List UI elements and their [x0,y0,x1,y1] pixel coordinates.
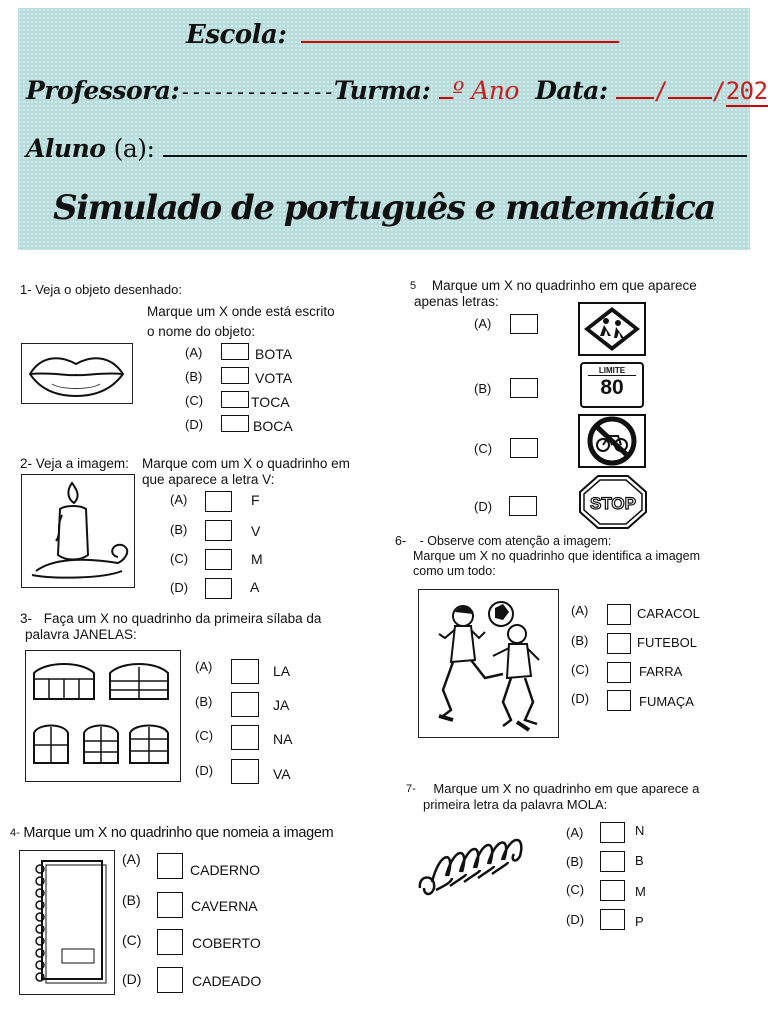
q2-instruction: Marque com um X o quadrinho em que aparece a letra V: [142,456,350,487]
speed-limit-sign-value: 80 [600,376,624,399]
school-label: Escola: [186,20,287,50]
date-label: Data: [535,76,608,105]
q5-option-d-checkbox[interactable] [509,496,537,516]
stop-sign-icon [578,474,648,530]
q7-option-d-checkbox[interactable] [600,909,625,930]
q3-option-c-checkbox[interactable] [231,725,259,750]
windows-icon [26,651,179,780]
q1-option-c-checkbox[interactable] [221,391,249,408]
no-bicycles-sign-icon [578,414,646,468]
class-label: Turma: [333,76,431,105]
q6-option-b-checkbox[interactable] [607,633,631,654]
q1-option-b-checkbox[interactable] [221,367,249,384]
q7-option-a-checkbox[interactable] [600,822,625,843]
student-label-suffix: (a): [113,134,155,163]
q3-number: 3- [20,611,33,626]
school-blank[interactable] [301,41,619,43]
q4-option-a-checkbox[interactable] [157,853,183,879]
q2-option-d-checkbox[interactable] [205,578,232,599]
q1-prompt: 1- Veja o objeto desenhado: [20,282,182,297]
q6-option-c-checkbox[interactable] [607,662,631,683]
q4-option-d-checkbox[interactable] [157,967,183,993]
q4-image [19,850,115,995]
date-year[interactable]: 202 [725,77,768,105]
q3-option-a-checkbox[interactable] [231,659,259,684]
speed-limit-sign-title: LIMITE [588,366,636,376]
q3-prompt: 3- Faça um X no quadrinho da primeira sílaba da palavra JANELAS: [20,611,322,642]
q7-option-c-checkbox[interactable] [600,880,625,901]
q3-option-d-checkbox[interactable] [231,759,259,784]
q1-option-d-checkbox[interactable] [221,415,249,432]
date-month-blank[interactable] [668,97,712,99]
speed-limit-sign-icon [580,362,644,408]
soccer-players-icon [419,590,557,736]
student-blank[interactable] [163,155,747,157]
q2-option-a-checkbox[interactable] [205,491,232,512]
q3-option-b-checkbox[interactable] [231,692,259,717]
exam-title: Simulado de português e matemática [53,188,715,228]
q4-option-b-checkbox[interactable] [157,892,183,918]
q1-instruction: Marque um X onde está escrito o nome do objeto: [147,304,335,339]
spring-icon [416,830,532,902]
q1-number: 1- [20,282,32,297]
q4-option-c-checkbox[interactable] [157,929,183,955]
stop-sign-text: STOP [590,494,636,513]
grade-year: º Ano [452,76,519,105]
q4-prompt: $^{4-}$ Marque um X no quadrinho que nomeia a imagem [10,825,334,841]
q5-option-a-checkbox[interactable] [510,314,538,334]
teacher-label: Professora: [26,76,180,105]
q2-option-b-checkbox[interactable] [205,520,232,541]
school-line [186,20,619,50]
teacher-line: Professora:--------------Turma: º Ano Data: / /202 [26,76,768,105]
q2-image [21,474,135,588]
q5-prompt: $^5$ Marque um X no quadrinho em que aparece apenas letras: [410,278,697,309]
date-day-blank[interactable] [616,97,654,99]
student-line [26,134,747,163]
q1-image [21,343,133,404]
teacher-dashes: -------------- [179,80,334,104]
q7-prompt: $^{7-}$ Marque um X no quadrinho em que aparece a primeira letra da palavra MOLA: [406,781,700,812]
q2-prompt: 2- Veja a imagem: [20,456,129,471]
student-label: Aluno [26,134,106,163]
q1-option-a-checkbox[interactable] [221,343,249,360]
q7-option-b-checkbox[interactable] [600,851,625,872]
class-blank[interactable] [439,97,453,99]
q3-image [25,650,181,782]
q6-option-a-checkbox[interactable] [607,604,631,625]
q5-option-b-checkbox[interactable] [510,378,538,398]
q6-option-d-checkbox[interactable] [607,690,631,711]
q6-number: 6- [395,534,407,548]
q2-number: 2- [20,456,33,471]
children-crossing-sign-icon [578,302,646,356]
q2-option-c-checkbox[interactable] [205,549,232,570]
lips-icon [22,344,131,402]
q7-image [416,830,532,902]
candle-icon [22,475,133,586]
notebook-icon [20,851,113,993]
q7-number: 7- [406,783,416,795]
q5-option-c-checkbox[interactable] [510,438,538,458]
q4-number: 4- [10,827,20,839]
q5-number: 5 [410,280,417,292]
q6-image [418,589,559,738]
q6-prompt: 6- - Observe com atenção a imagem: Marque um X no quadrinho que identifica a imagem como um todo: [395,534,700,578]
header-banner [18,8,768,250]
